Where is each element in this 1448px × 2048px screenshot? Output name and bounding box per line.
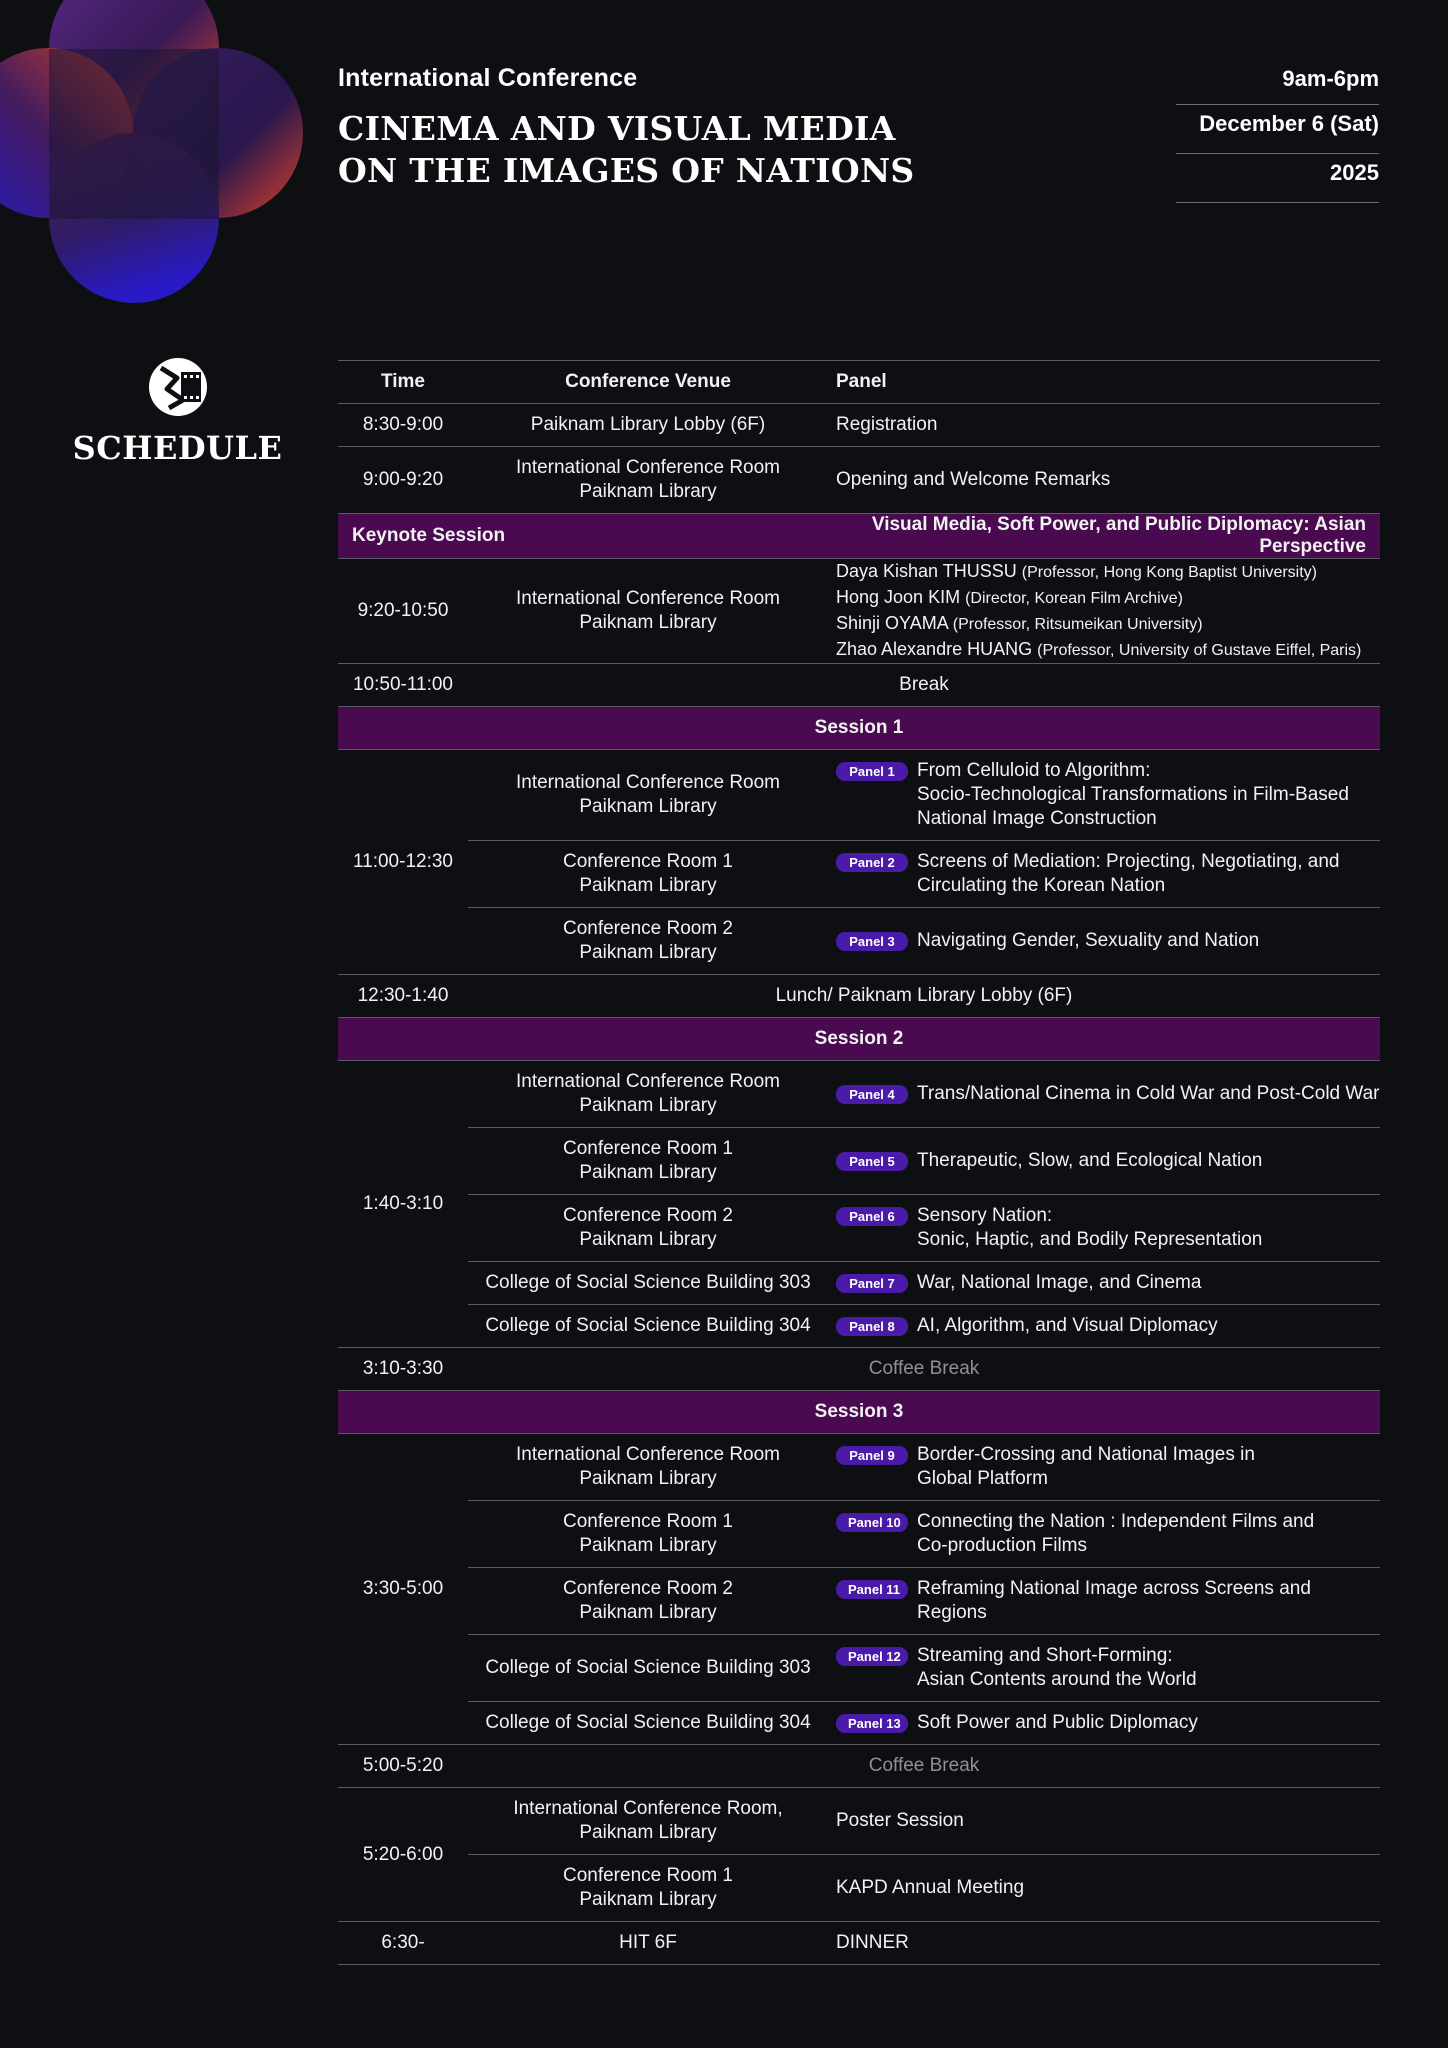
- panel-entry: [836, 759, 1380, 831]
- event-date: December 6 (Sat): [1176, 105, 1379, 154]
- panel-cell: KAPD Annual Meeting: [828, 1855, 1380, 1922]
- venue-line: Conference Room 1: [562, 1511, 734, 1532]
- venue-cell: [468, 1061, 828, 1128]
- venue-line: Conference Room 2: [562, 918, 734, 939]
- time-cell: 9:20-10:50: [338, 559, 468, 664]
- venue-cell: [468, 1501, 828, 1568]
- panel-badge: Panel 8: [836, 1317, 908, 1336]
- panel-title-line: Sonic, Haptic, and Bodily Representation: [917, 1229, 1263, 1250]
- panel-badge: Panel 9: [836, 1446, 908, 1465]
- speaker-name: Zhao Alexandre HUANG: [836, 639, 1033, 659]
- panel-title: Therapeutic, Slow, and Ecological Nation: [917, 1150, 1263, 1171]
- header-panel: Panel: [828, 361, 1380, 404]
- table-row: [338, 1745, 1380, 1788]
- panel-title-line: Socio-Technological Transformations in Film-Based: [917, 784, 1349, 805]
- venue-cell: [468, 841, 828, 908]
- panel-entry: [836, 1149, 1380, 1173]
- table-row: [338, 1262, 1380, 1305]
- panel-title: [917, 1510, 1314, 1558]
- venue-line: Conference Room 1: [562, 1138, 734, 1159]
- venue-line: Paiknam Library: [579, 1468, 717, 1489]
- panel-cell: [828, 908, 1380, 975]
- panel-title-line: Connecting the Nation : Independent Films and: [917, 1511, 1315, 1532]
- speaker-affiliation: (Director, Korean Film Archive): [965, 590, 1183, 607]
- keynote-theme: Visual Media, Soft Power, and Public Diplomacy: Asian Perspective: [828, 514, 1380, 559]
- table-row: [338, 447, 1380, 514]
- table-row: [338, 559, 1380, 664]
- time-cell: 1:40-3:10: [338, 1061, 468, 1348]
- panel-entry: [836, 1644, 1380, 1692]
- table-row: [338, 1568, 1380, 1635]
- table-row: [338, 1348, 1380, 1391]
- speaker-affiliation: (Professor, University of Gustave Eiffel, Paris): [1037, 642, 1362, 659]
- panel-title-line: Sensory Nation:: [917, 1205, 1053, 1226]
- panel-cell: DINNER: [828, 1922, 1380, 1965]
- lunch-cell: Lunch/ Paiknam Library Lobby (6F): [468, 975, 1380, 1018]
- venue-line: International Conference Room: [515, 1444, 781, 1465]
- panel-cell: [828, 1635, 1380, 1702]
- panel-cell: Opening and Welcome Remarks: [828, 447, 1380, 514]
- venue-cell: College of Social Science Building 303: [468, 1262, 828, 1305]
- venue-cell: College of Social Science Building 304: [468, 1305, 828, 1348]
- time-cell: 10:50-11:00: [338, 664, 468, 707]
- table-row: [338, 1922, 1380, 1965]
- table-row: [338, 1635, 1380, 1702]
- venue-cell: [468, 1434, 828, 1501]
- panel-entry: [836, 929, 1380, 953]
- break-cell: Break: [468, 664, 1380, 707]
- panel-title: Soft Power and Public Diplomacy: [917, 1712, 1198, 1733]
- speakers-cell: [828, 559, 1380, 664]
- conference-logo-graphic: [0, 0, 320, 310]
- venue-line: International Conference Room,: [513, 1798, 783, 1819]
- table-row: [338, 1434, 1380, 1501]
- venue-cell: College of Social Science Building 304: [468, 1702, 828, 1745]
- panel-title-line: Screens of Mediation: Projecting, Negotiating, and: [917, 851, 1340, 872]
- venue-line: International Conference Room: [515, 1071, 781, 1092]
- coffee-break-cell: Coffee Break: [468, 1348, 1380, 1391]
- venue-line: Paiknam Library: [579, 1229, 717, 1250]
- panel-title: [917, 1577, 1311, 1625]
- time-cell: 3:10-3:30: [338, 1348, 468, 1391]
- event-hours: 9am-6pm: [1176, 62, 1379, 105]
- venue-line: Paiknam Library: [579, 1602, 717, 1623]
- panel-entry: [836, 1314, 1380, 1338]
- venue-cell: [468, 1195, 828, 1262]
- speaker: [836, 585, 1380, 611]
- venue-line: Paiknam Library: [579, 1889, 717, 1910]
- speaker: [836, 611, 1380, 637]
- venue-line: Conference Room 2: [562, 1578, 734, 1599]
- session-band: [338, 1018, 1380, 1061]
- venue-cell: [468, 1128, 828, 1195]
- panel-entry: [836, 1711, 1380, 1735]
- date-time-block: [1176, 62, 1379, 203]
- conference-kicker: International Conference: [338, 64, 638, 92]
- panel-title: [917, 1204, 1262, 1252]
- table-row: [338, 404, 1380, 447]
- table-row: [338, 1788, 1380, 1855]
- panel-entry: [836, 1204, 1380, 1252]
- table-row: [338, 975, 1380, 1018]
- speaker-affiliation: (Professor, Ritsumeikan University): [952, 616, 1203, 633]
- title-line-1: CINEMA AND VISUAL MEDIA: [338, 109, 896, 148]
- schedule-label: SCHEDULE: [72, 429, 283, 467]
- panel-title: [917, 759, 1349, 831]
- panel-title: Trans/National Cinema in Cold War and Post-Cold War: [917, 1083, 1380, 1104]
- speaker: [836, 559, 1380, 585]
- panel-cell: [828, 1434, 1380, 1501]
- venue-cell: [468, 750, 828, 841]
- speaker-affiliation: (Professor, Hong Kong Baptist University): [1021, 564, 1317, 581]
- panel-title-line: Streaming and Short-Forming:: [917, 1645, 1173, 1666]
- panel-cell: [828, 841, 1380, 908]
- panel-badge: Panel 10: [836, 1513, 908, 1532]
- panel-entry: [836, 1577, 1380, 1625]
- panel-badge: Panel 2: [836, 853, 908, 872]
- keynote-label: Keynote Session: [338, 514, 828, 559]
- panel-entry: [836, 1271, 1380, 1295]
- panel-cell: [828, 750, 1380, 841]
- panel-cell: [828, 1195, 1380, 1262]
- venue-cell: HIT 6F: [468, 1922, 828, 1965]
- speaker: [836, 637, 1380, 663]
- speaker-name: Shinji OYAMA: [836, 613, 948, 633]
- time-cell: 6:30-: [338, 1922, 468, 1965]
- panel-title: Navigating Gender, Sexuality and Nation: [917, 930, 1260, 951]
- time-cell: 11:00-12:30: [338, 750, 468, 975]
- table-row: [338, 841, 1380, 908]
- panel-entry: [836, 1082, 1380, 1106]
- panel-title-line: Co-production Films: [917, 1535, 1087, 1556]
- panel-badge: Panel 13: [836, 1714, 908, 1733]
- header-time: Time: [338, 361, 468, 404]
- panel-title: AI, Algorithm, and Visual Diplomacy: [917, 1315, 1218, 1336]
- venue-line: International Conference Room: [515, 588, 781, 609]
- venue-line: Conference Room 1: [562, 1865, 734, 1886]
- film-clapper-icon: [147, 356, 209, 418]
- venue-cell: [468, 908, 828, 975]
- venue-cell: [468, 559, 828, 664]
- panel-cell: [828, 1305, 1380, 1348]
- panel-title-line: Border-Crossing and National Images in: [917, 1444, 1255, 1465]
- panel-cell: [828, 1262, 1380, 1305]
- panel-cell: [828, 1568, 1380, 1635]
- panel-cell: [828, 1128, 1380, 1195]
- venue-line: Paiknam Library: [579, 942, 717, 963]
- panel-cell: Registration: [828, 404, 1380, 447]
- table-row: [338, 1061, 1380, 1128]
- panel-badge: Panel 3: [836, 932, 908, 951]
- session-band: [338, 707, 1380, 750]
- time-cell: 5:20-6:00: [338, 1788, 468, 1922]
- conference-title: [338, 108, 915, 192]
- session-label: Session 2: [338, 1018, 1380, 1061]
- venue-cell: [468, 1855, 828, 1922]
- panel-title-line: Regions: [917, 1602, 987, 1623]
- table-row: [338, 1195, 1380, 1262]
- time-cell: 3:30-5:00: [338, 1434, 468, 1745]
- venue-cell: [468, 447, 828, 514]
- panel-badge: Panel 12: [836, 1647, 908, 1666]
- venue-line: Paiknam Library: [579, 1162, 717, 1183]
- panel-cell: [828, 1702, 1380, 1745]
- time-cell: 8:30-9:00: [338, 404, 468, 447]
- event-year: 2025: [1176, 154, 1379, 203]
- panel-badge: Panel 6: [836, 1207, 908, 1226]
- panel-title: War, National Image, and Cinema: [917, 1272, 1202, 1293]
- panel-title-line: Reframing National Image across Screens and: [917, 1578, 1311, 1599]
- venue-line: Paiknam Library: [579, 796, 717, 817]
- panel-title-line: National Image Construction: [917, 808, 1157, 829]
- venue-line: Paiknam Library: [579, 1535, 717, 1556]
- header-venue: Conference Venue: [468, 361, 828, 404]
- panel-cell: [828, 1501, 1380, 1568]
- table-row: [338, 664, 1380, 707]
- venue-line: Paiknam Library: [579, 481, 717, 502]
- speaker-name: Hong Joon KIM: [836, 587, 961, 607]
- table-row: [338, 1128, 1380, 1195]
- venue-line: Conference Room 1: [562, 851, 734, 872]
- panel-entry: [836, 850, 1380, 898]
- title-line-2: ON THE IMAGES OF NATIONS: [338, 151, 915, 190]
- panel-badge: Panel 11: [836, 1580, 908, 1599]
- time-cell: 9:00-9:20: [338, 447, 468, 514]
- time-cell: 12:30-1:40: [338, 975, 468, 1018]
- panel-title-line: Asian Contents around the World: [917, 1669, 1197, 1690]
- table-row: [338, 1305, 1380, 1348]
- table-row: [338, 1501, 1380, 1568]
- panel-entry: [836, 1510, 1380, 1558]
- panel-badge: Panel 1: [836, 762, 908, 781]
- panel-title-line: Global Platform: [917, 1468, 1048, 1489]
- venue-line: Paiknam Library: [579, 875, 717, 896]
- venue-cell: [468, 1788, 828, 1855]
- panel-title-line: Circulating the Korean Nation: [917, 875, 1166, 896]
- table-row: [338, 1855, 1380, 1922]
- coffee-break-cell: Coffee Break: [468, 1745, 1380, 1788]
- table-row: [338, 1702, 1380, 1745]
- table-row: [338, 750, 1380, 841]
- venue-cell: Paiknam Library Lobby (6F): [468, 404, 828, 447]
- venue-line: Paiknam Library: [579, 1095, 717, 1116]
- panel-entry: [836, 1443, 1380, 1491]
- venue-line: Conference Room 2: [562, 1205, 734, 1226]
- schedule-table: [338, 360, 1380, 1965]
- session-label: Session 1: [338, 707, 1380, 750]
- venue-cell: [468, 1568, 828, 1635]
- panel-cell: Poster Session: [828, 1788, 1380, 1855]
- schedule-heading: [70, 356, 285, 467]
- table-header-row: [338, 361, 1380, 404]
- venue-line: International Conference Room: [515, 772, 781, 793]
- speaker-name: Daya Kishan THUSSU: [836, 561, 1017, 581]
- panel-title: [917, 1443, 1255, 1491]
- panel-title: [917, 850, 1339, 898]
- panel-title: [917, 1644, 1197, 1692]
- venue-line: Paiknam Library: [579, 1822, 717, 1843]
- venue-line: Paiknam Library: [579, 612, 717, 633]
- keynote-band: [338, 514, 1380, 559]
- panel-title-line: From Celluloid to Algorithm:: [917, 760, 1151, 781]
- panel-badge: Panel 4: [836, 1085, 908, 1104]
- panel-badge: Panel 7: [836, 1274, 908, 1293]
- session-band: [338, 1391, 1380, 1434]
- venue-line: International Conference Room: [515, 457, 781, 478]
- table-row: [338, 908, 1380, 975]
- panel-badge: Panel 5: [836, 1152, 908, 1171]
- panel-cell: [828, 1061, 1380, 1128]
- time-cell: 5:00-5:20: [338, 1745, 468, 1788]
- session-label: Session 3: [338, 1391, 1380, 1434]
- venue-cell: College of Social Science Building 303: [468, 1635, 828, 1702]
